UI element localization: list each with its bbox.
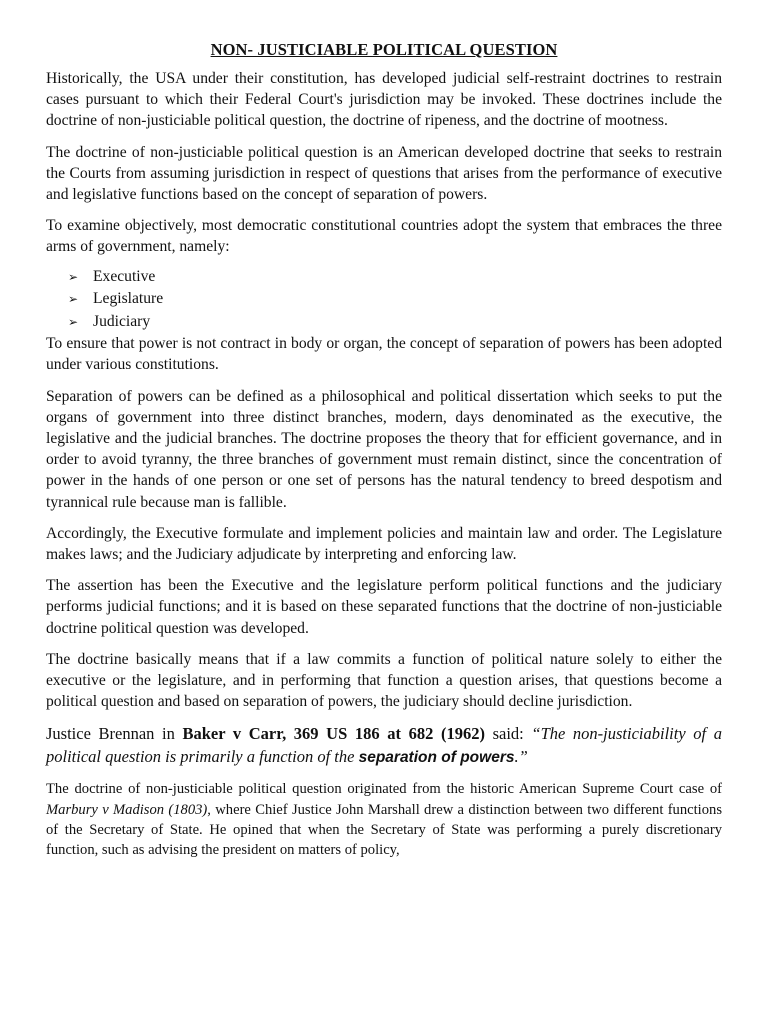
paragraph-doctrine-meaning: The doctrine basically means that if a law commits a function of political nature solely to either the executive or the legislature, and in performing that function a question arises, that questions become a political question and based on separation of powers, the judiciary should decline jurisdiction. [46,650,722,711]
marbury-case-citation: Marbury v Madison (1803) [46,801,208,818]
quote-text-b: .” [514,747,528,767]
page-title: NON- JUSTICIABLE POLITICAL QUESTION [210,40,558,59]
paragraph-assertion: The assertion has been the Executive and the legislature perform political functions and the judiciary performs judicial functions; and it is based on these separated functions that the doctrine of non-justiciable doctrine political question was developed. [46,577,722,637]
list-item-label: Executive [93,267,156,285]
paragraph-branch-roles: Accordingly, the Executive formulate and implement policies and maintain law and order. The Legislature makes laws; and the Judiciary adjudicate by interpreting and enforcing law. [46,524,722,563]
paragraph-doctrine-definition: The doctrine of non-justiciable political question is an American developed doctrine that seeks to restrain the Courts from assuming jurisdiction in respect of questions that arises from the performance of executive and legislative functions based on the concept of separation of powers. [46,143,722,204]
list-item-label: Legislature [93,290,164,308]
quote-case-citation: Baker v Carr, 369 US 186 at 682 (1962) [182,724,485,744]
arrow-bullet-icon: ➢ [68,269,79,284]
paragraph-separation-definition: Separation of powers can be defined as a philosophical and political dissertation which seeks to put the organs of government into three distinct branches, modern, days denominated as the executive, the legislative and the judicial branches. The doctrine proposes the theory that for efficient governance, and in order to avoid tyranny, the three branches of government must remain distinct, since the concentration of power in the hands of one person or one set of persons has the natural tendency to breed despotism and tyrannical rule because man is fallible. [46,387,722,511]
paragraph-history: Historically, the USA under their constitution, has developed judicial self-restraint doctrines to restrain cases pursuant to which their Federal Court's jurisdiction may be invoked. These doctrines include the doctrine of non-justiciable political question, the doctrine of ripeness, and the doctrine of mootness. [46,70,722,130]
marbury-text-a: The doctrine of non-justiciable political question originated from the historic American Supreme Court case of [46,781,722,798]
list-item [68,266,722,289]
quote-said: said: [484,724,532,744]
quote-text-bold: separation of powers [358,749,515,767]
arrow-bullet-icon: ➢ [68,292,79,307]
list-item [68,288,722,311]
paragraph-marbury-origin [46,779,722,860]
branches-list [46,266,722,334]
brennan-quote [46,722,722,769]
quote-lead: Justice Brennan in [46,724,183,744]
arrow-bullet-icon: ➢ [68,314,79,329]
quote-text-a: “The non-justiciability of a political question is primarily a function of the [46,724,722,767]
list-item-label: Judiciary [93,312,151,330]
paragraph-separation-purpose: To ensure that power is not contract in body or organ, the concept of separation of powers has been adopted under various constitutions. [46,335,722,374]
marbury-text-b: , where Chief Justice John Marshall drew a distinction between two different functions of the Secretary of State. He opined that when the Secretary of State was performing a purely discretionary function, such as advising the president on matters of policy, [46,801,723,858]
paragraph-three-arms: To examine objectively, most democratic constitutional countries adopt the system that embraces the three arms of government, namely: [46,217,722,256]
list-item [68,311,722,334]
